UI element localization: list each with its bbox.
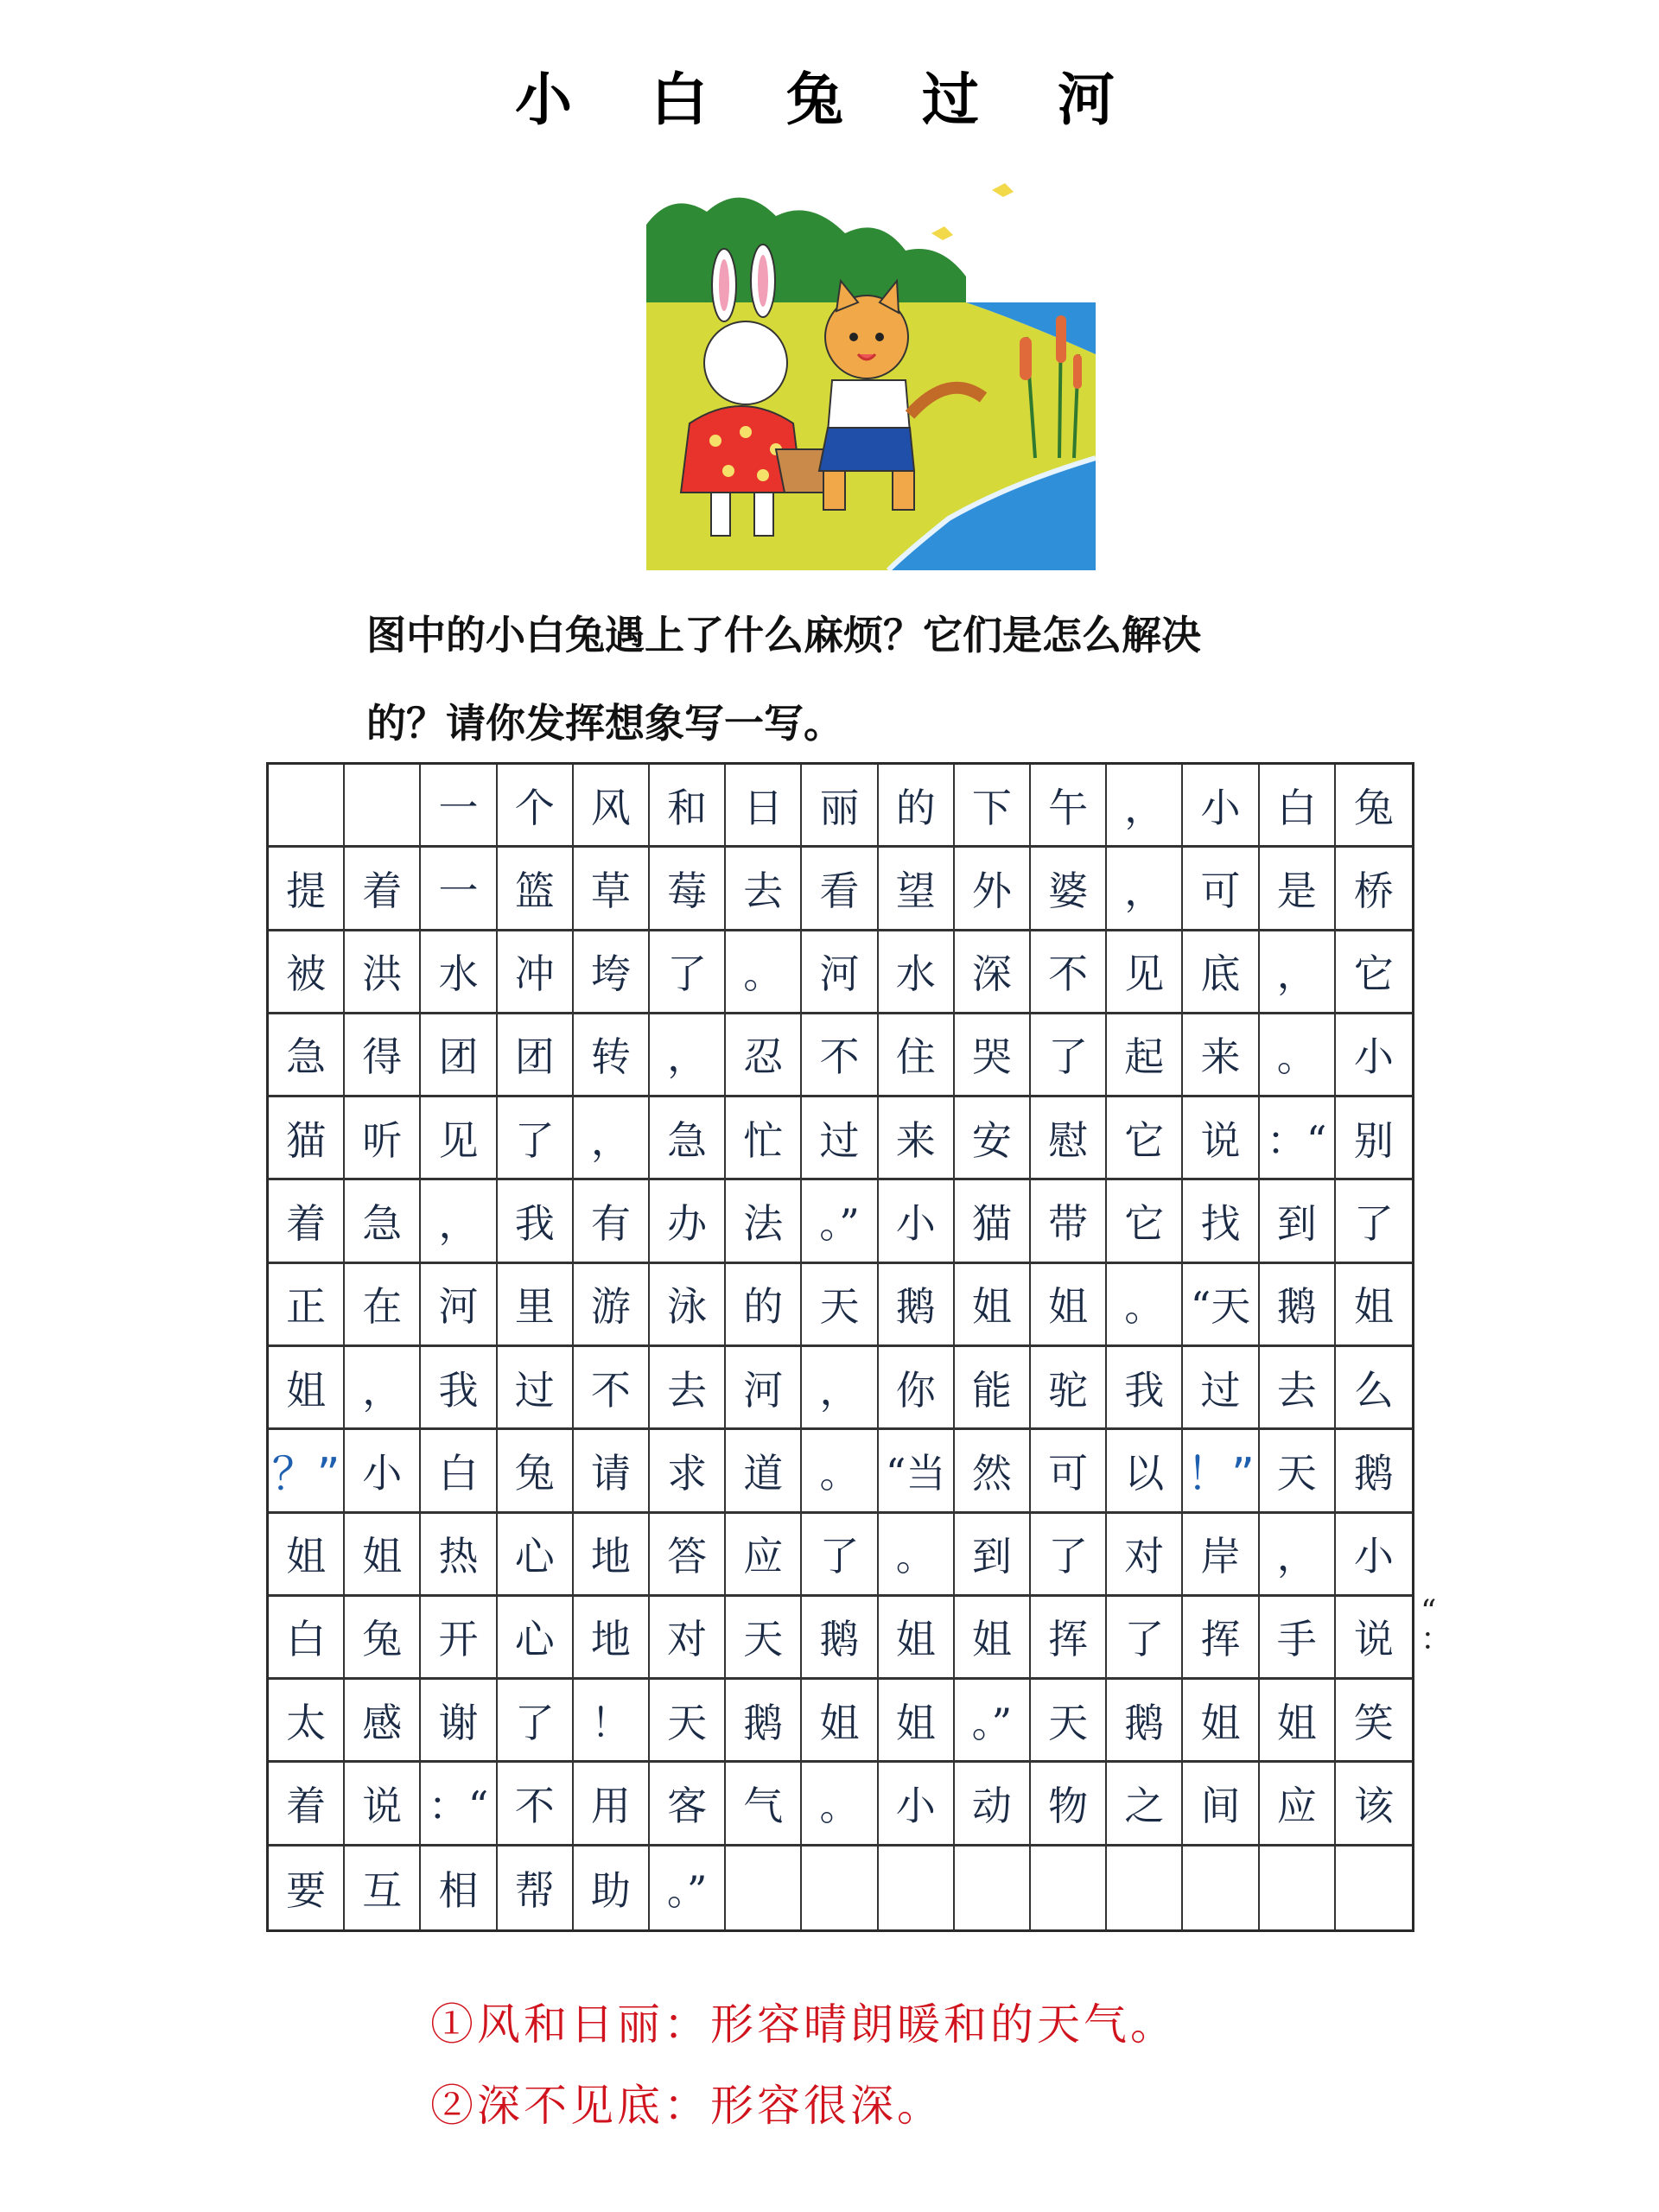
prompt-line-2: 的？请你发挥想象写一写。: [366, 700, 843, 747]
grid-cell: 岸: [1183, 1514, 1259, 1597]
grid-cell: 办: [650, 1180, 726, 1263]
grid-cell: 姐: [1260, 1680, 1336, 1763]
grid-cell: 物: [1031, 1763, 1107, 1846]
grid-cell: 哭: [955, 1014, 1031, 1097]
grid-cell: 姐: [879, 1680, 955, 1763]
grid-cell: 请: [574, 1430, 650, 1513]
grid-cell: 答: [650, 1514, 726, 1597]
story-illustration: [646, 173, 1096, 570]
grid-cell: 冲: [498, 931, 574, 1014]
grid-cell: 姐: [879, 1597, 955, 1680]
prompt-line-1: 图中的小白兔遇上了什么麻烦？它们是怎么解决: [366, 612, 1201, 658]
grid-cell: 鹅: [726, 1680, 802, 1763]
grid-cell: 天: [726, 1597, 802, 1680]
grid-cell: 是: [1260, 848, 1336, 931]
grid-cell: 它: [1107, 1097, 1183, 1180]
grid-cell: 鹅: [1260, 1264, 1336, 1347]
grid-cell: 兔: [498, 1430, 574, 1513]
grid-cell: 小: [1336, 1014, 1412, 1097]
writing-prompt: [366, 591, 1403, 767]
grid-cell: 不: [802, 1014, 878, 1097]
grid-cell: 望: [879, 848, 955, 931]
grid-cell: 得: [345, 1014, 421, 1097]
grid-cell: 午: [1031, 765, 1107, 848]
grid-cell: [1336, 1847, 1412, 1929]
grid-cell: 以: [1107, 1430, 1183, 1513]
grid-cell: 你: [879, 1347, 955, 1430]
grid-cell: 过: [802, 1097, 878, 1180]
grid-cell: 可: [1031, 1430, 1107, 1513]
grid-cell: 去: [726, 848, 802, 931]
grid-cell: 说: [1336, 1597, 1412, 1680]
grid-cell: 感: [345, 1680, 421, 1763]
grid-cell: 。: [726, 931, 802, 1014]
grid-cell: 垮: [574, 931, 650, 1014]
grid-cell: 正: [269, 1264, 345, 1347]
grid-cell: [1107, 1847, 1183, 1929]
grid-cell: 了: [1031, 1514, 1107, 1597]
grid-cell: 白: [1260, 765, 1336, 848]
grid-cell: 见: [1107, 931, 1183, 1014]
grid-cell: 法: [726, 1180, 802, 1263]
grid-cell: 小: [879, 1763, 955, 1846]
grid-cell: “天: [1183, 1264, 1259, 1347]
grid-cell: 里: [498, 1264, 574, 1347]
grid-cell: 水: [421, 931, 497, 1014]
grid-cell: 应: [726, 1514, 802, 1597]
grid-cell: 篮: [498, 848, 574, 931]
grid-cell: 了: [498, 1680, 574, 1763]
grid-cell: 提: [269, 848, 345, 931]
grid-cell: 洪: [345, 931, 421, 1014]
grid-cell: 我: [1107, 1347, 1183, 1430]
grid-cell: 应: [1260, 1763, 1336, 1846]
grid-cell: 住: [879, 1014, 955, 1097]
grid-cell: 河: [726, 1347, 802, 1430]
grid-cell: [1031, 1847, 1107, 1929]
margin-punctuation: “: [1421, 1594, 1437, 1630]
grid-cell: 和: [650, 765, 726, 848]
grid-cell: ：“: [421, 1763, 497, 1846]
grid-cell: 了: [1031, 1014, 1107, 1097]
grid-cell: 团: [498, 1014, 574, 1097]
grid-cell: 起: [1107, 1014, 1183, 1097]
grid-cell: [802, 1847, 878, 1929]
grid-cell: 我: [498, 1180, 574, 1263]
grid-cell: 去: [650, 1347, 726, 1430]
grid-cell: 了: [802, 1514, 878, 1597]
grid-cell: 助: [574, 1847, 650, 1929]
grid-cell: 姐: [269, 1347, 345, 1430]
grid-cell: ！: [574, 1680, 650, 1763]
grid-cell: 来: [879, 1097, 955, 1180]
grid-cell: 桥: [1336, 848, 1412, 931]
grid-cell: 。”: [802, 1180, 878, 1263]
grid-cell: ，: [1107, 765, 1183, 848]
grid-cell: 见: [421, 1097, 497, 1180]
grid-cell: 可: [1183, 848, 1259, 931]
grid-cell: [345, 765, 421, 848]
grid-cell: 忙: [726, 1097, 802, 1180]
grid-cell: [269, 765, 345, 848]
grid-cell: 小: [879, 1180, 955, 1263]
grid-cell: 姐: [1183, 1680, 1259, 1763]
grid-cell: 驼: [1031, 1347, 1107, 1430]
grid-cell: ，: [802, 1347, 878, 1430]
grid-cell: 相: [421, 1847, 497, 1929]
grid-cell: 被: [269, 931, 345, 1014]
grid-cell: 日: [726, 765, 802, 848]
grid-cell: 河: [421, 1264, 497, 1347]
grid-cell: 转: [574, 1014, 650, 1097]
grid-cell: 能: [955, 1347, 1031, 1430]
margin-quote-colon: [1421, 1594, 1452, 1657]
grid-cell: ！”: [1183, 1430, 1259, 1513]
grid-cell: [955, 1847, 1031, 1929]
grid-cell: 。: [802, 1430, 878, 1513]
grid-cell: 求: [650, 1430, 726, 1513]
composition-grid: [266, 762, 1414, 1932]
grid-cell: 下: [955, 765, 1031, 848]
grid-cell: 急: [269, 1014, 345, 1097]
grid-cell: 。: [1260, 1014, 1336, 1097]
grid-cell: 它: [1336, 931, 1412, 1014]
page-title: 小 白 兔 过 河: [515, 67, 1144, 133]
grid-cell: 姐: [269, 1514, 345, 1597]
grid-cell: 草: [574, 848, 650, 931]
grid-cell: 泳: [650, 1264, 726, 1347]
grid-cell: [726, 1847, 802, 1929]
grid-cell: ，: [345, 1347, 421, 1430]
grid-cell: 丽: [802, 765, 878, 848]
grid-cell: 白: [269, 1597, 345, 1680]
grid-cell: ，: [1260, 931, 1336, 1014]
grid-cell: 河: [802, 931, 878, 1014]
grid-cell: [879, 1847, 955, 1929]
note-1: ①风和日丽：形容晴朗暖和的天气。: [430, 1999, 1177, 2050]
grid-cell: 天: [1260, 1430, 1336, 1513]
grid-cell: 鹅: [802, 1597, 878, 1680]
grid-cell: ，: [650, 1014, 726, 1097]
grid-cell: 猫: [269, 1097, 345, 1180]
grid-cell: 的: [726, 1264, 802, 1347]
grid-cell: 别: [1336, 1097, 1412, 1180]
grid-cell: 用: [574, 1763, 650, 1846]
grid-cell: 。”: [650, 1847, 726, 1929]
grid-cell: 天: [650, 1680, 726, 1763]
grid-cell: 对: [1107, 1514, 1183, 1597]
grid-cell: 笑: [1336, 1680, 1412, 1763]
grid-cell: 。: [802, 1763, 878, 1846]
grid-cell: 气: [726, 1763, 802, 1846]
grid-cell: “当: [879, 1430, 955, 1513]
grid-cell: ？”: [269, 1430, 345, 1513]
grid-cell: 它: [1107, 1180, 1183, 1263]
grid-cell: 看: [802, 848, 878, 931]
grid-cell: 挥: [1183, 1597, 1259, 1680]
grid-cell: 着: [269, 1180, 345, 1263]
grid-cell: 在: [345, 1264, 421, 1347]
grid-cell: 着: [345, 848, 421, 931]
grid-cell: 白: [421, 1430, 497, 1513]
grid-cell: 一: [421, 765, 497, 848]
grid-cell: 鹅: [1336, 1430, 1412, 1513]
grid-cell: ：“: [1260, 1097, 1336, 1180]
grid-cell: 。: [1107, 1264, 1183, 1347]
grid-cell: ，: [1260, 1514, 1336, 1597]
grid-cell: 帮: [498, 1847, 574, 1929]
grid-cell: 的: [879, 765, 955, 848]
grid-cell: 不: [1031, 931, 1107, 1014]
grid-cell: 太: [269, 1680, 345, 1763]
grid-cell: 猫: [955, 1180, 1031, 1263]
grid-cell: 小: [345, 1430, 421, 1513]
grid-cell: [1183, 1847, 1259, 1929]
grid-cell: 姐: [345, 1514, 421, 1597]
grid-cell: 找: [1183, 1180, 1259, 1263]
grid-cell: 小: [1336, 1514, 1412, 1597]
grid-cell: 之: [1107, 1763, 1183, 1846]
grid-cell: ，: [574, 1097, 650, 1180]
grid-cell: 了: [1336, 1180, 1412, 1263]
grid-cell: 我: [421, 1347, 497, 1430]
grid-cell: 鹅: [879, 1264, 955, 1347]
grid-cell: 心: [498, 1597, 574, 1680]
grid-cell: 。”: [955, 1680, 1031, 1763]
grid-cell: 热: [421, 1514, 497, 1597]
grid-cell: 地: [574, 1597, 650, 1680]
grid-cell: 一: [421, 848, 497, 931]
grid-cell: 过: [498, 1347, 574, 1430]
grid-cell: 个: [498, 765, 574, 848]
grid-cell: 过: [1183, 1347, 1259, 1430]
grid-cell: 水: [879, 931, 955, 1014]
grid-cell: 。: [879, 1514, 955, 1597]
vocabulary-notes: [430, 1984, 1177, 2146]
grid-cell: 婆: [1031, 848, 1107, 931]
grid-cell: 有: [574, 1180, 650, 1263]
grid-cell: 然: [955, 1430, 1031, 1513]
grid-cell: 姐: [955, 1597, 1031, 1680]
grid-cell: 去: [1260, 1347, 1336, 1430]
grid-cell: 深: [955, 931, 1031, 1014]
grid-cell: 姐: [1031, 1264, 1107, 1347]
grid-cell: 游: [574, 1264, 650, 1347]
grid-cell: 外: [955, 848, 1031, 931]
grid-cell: 动: [955, 1763, 1031, 1846]
grid-cell: 手: [1260, 1597, 1336, 1680]
grid-cell: 到: [1260, 1180, 1336, 1263]
grid-cell: 客: [650, 1763, 726, 1846]
grid-cell: [1260, 1847, 1336, 1929]
grid-cell: 急: [345, 1180, 421, 1263]
grid-cell: 不: [498, 1763, 574, 1846]
grid-cell: 了: [498, 1097, 574, 1180]
grid-cell: 鹅: [1107, 1680, 1183, 1763]
grid-cell: ，: [421, 1180, 497, 1263]
note-2: ②深不见底：形容很深。: [430, 2081, 944, 2131]
grid-cell: 听: [345, 1097, 421, 1180]
grid-cell: 兔: [1336, 765, 1412, 848]
grid-cell: 说: [345, 1763, 421, 1846]
grid-cell: 慰: [1031, 1097, 1107, 1180]
grid-cell: 了: [650, 931, 726, 1014]
grid-cell: 底: [1183, 931, 1259, 1014]
grid-cell: 着: [269, 1763, 345, 1846]
grid-cell: 说: [1183, 1097, 1259, 1180]
grid-cell: 团: [421, 1014, 497, 1097]
grid-cell: 姐: [1336, 1264, 1412, 1347]
grid-cell: 风: [574, 765, 650, 848]
rabbit-cat-river-illustration: [646, 173, 1096, 570]
grid-cell: 开: [421, 1597, 497, 1680]
grid-cell: 不: [574, 1347, 650, 1430]
grid-cell: 带: [1031, 1180, 1107, 1263]
grid-cell: 天: [802, 1264, 878, 1347]
grid-cell: 道: [726, 1430, 802, 1513]
grid-cell: 忍: [726, 1014, 802, 1097]
grid-cell: 安: [955, 1097, 1031, 1180]
margin-punctuation: ：: [1421, 1622, 1452, 1657]
grid-cell: 对: [650, 1597, 726, 1680]
grid-cell: 互: [345, 1847, 421, 1929]
grid-cell: 挥: [1031, 1597, 1107, 1680]
grid-cell: 了: [1107, 1597, 1183, 1680]
grid-cell: 间: [1183, 1763, 1259, 1846]
grid-cell: 姐: [802, 1680, 878, 1763]
grid-cell: 到: [955, 1514, 1031, 1597]
grid-cell: 要: [269, 1847, 345, 1929]
grid-cell: 兔: [345, 1597, 421, 1680]
grid-cell: 么: [1336, 1347, 1412, 1430]
grid-cell: ，: [1107, 848, 1183, 931]
grid-cell: 心: [498, 1514, 574, 1597]
grid-cell: 莓: [650, 848, 726, 931]
grid-cell: 该: [1336, 1763, 1412, 1846]
grid-cell: 小: [1183, 765, 1259, 848]
grid-cell: 地: [574, 1514, 650, 1597]
grid-cell: 急: [650, 1097, 726, 1180]
grid-cell: 天: [1031, 1680, 1107, 1763]
grid-cell: 谢: [421, 1680, 497, 1763]
grid-cell: 姐: [955, 1264, 1031, 1347]
grid-cell: 来: [1183, 1014, 1259, 1097]
